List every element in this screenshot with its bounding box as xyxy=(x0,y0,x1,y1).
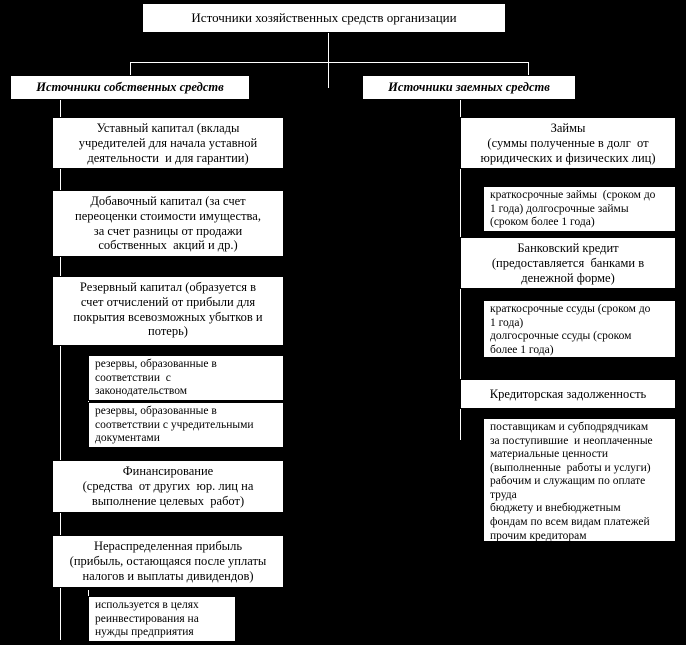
node-line: счет отчислений от прибыли для xyxy=(80,294,256,309)
node-line: (предоставляется банками в xyxy=(491,255,645,270)
node-line: используется в целях xyxy=(95,599,199,611)
diagram-title-label: Источники хозяйственных средств организации xyxy=(191,10,457,26)
branch-header-borrowed-label: Источники заемных средств xyxy=(388,80,550,95)
node-bankovskiy-kredit xyxy=(460,237,676,289)
node-zaimy xyxy=(460,117,676,169)
node-reinvestirovanie xyxy=(88,596,236,642)
node-line: (сроком более 1 года) xyxy=(490,216,595,229)
node-line: юридических и физических лиц) xyxy=(480,150,656,165)
node-line: выполнение целевых работ) xyxy=(91,493,245,508)
node-line: документами xyxy=(95,432,160,445)
node-line: прочим кредиторам xyxy=(490,529,587,542)
node-line: долгосрочные ссуды (сроком xyxy=(490,330,632,343)
node-line: более 1 года) xyxy=(490,343,554,356)
node-line: 1 года) долгосрочные займы xyxy=(490,202,629,215)
node-line: реинвестирования на xyxy=(95,612,199,625)
node-line: денежной форме) xyxy=(521,270,615,285)
node-line: переоценки стоимости имущества, xyxy=(75,208,261,223)
node-rezervnyi-kapital xyxy=(52,276,284,346)
node-zaimy-sroki xyxy=(483,186,676,232)
node-line: Банковский кредит xyxy=(517,241,619,255)
node-line: Добавочный капитал (за счет xyxy=(90,194,246,208)
node-line: краткосрочные займы (сроком до xyxy=(490,189,656,201)
node-line: труда xyxy=(490,488,517,501)
node-line: резервы, образованные в xyxy=(95,358,217,370)
node-line: налогов и выплаты дивидендов) xyxy=(82,568,254,583)
diagram-title xyxy=(142,3,506,33)
node-ssudy xyxy=(483,300,676,358)
node-line: деятельности и для гарантии) xyxy=(87,150,249,165)
node-line: краткосрочные ссуды (сроком до xyxy=(490,303,651,315)
node-line: нужды предприятия xyxy=(95,626,194,639)
node-line: резервы, образованные в xyxy=(95,405,217,417)
node-line: Резервный капитал (образуется в xyxy=(79,280,257,294)
node-kreditorskaya-zadolzhennost xyxy=(460,379,676,409)
node-line: соответствии с учредительными xyxy=(95,418,254,431)
node-line: за счет разницы от продажи xyxy=(93,223,243,238)
node-neraspredelennaya-pribyl xyxy=(52,535,284,588)
node-line: соответствии с xyxy=(95,371,171,384)
connector-title-down xyxy=(328,33,329,88)
node-kreditory-list xyxy=(483,418,676,542)
node-dobavochnyi-kapital xyxy=(52,190,284,257)
node-line: покрытия всевозможных убытков и xyxy=(73,309,263,324)
node-rezervy-uchreditelnye xyxy=(88,402,284,448)
node-line: 1 года) xyxy=(490,316,524,329)
node-line: Займы xyxy=(550,121,586,135)
node-line: (средства от других юр. лиц на xyxy=(82,478,254,493)
node-line: за поступившие и неоплаченные xyxy=(490,434,653,447)
node-line: (суммы полученные в долг от xyxy=(487,135,649,150)
branch-header-own-label: Источники собственных средств xyxy=(36,80,224,95)
node-rezervy-zakonodatelstvo xyxy=(88,355,284,401)
node-line: (прибыль, остающаяся после уплаты xyxy=(69,553,267,568)
node-line: (выполненные работы и услуги) xyxy=(490,461,651,474)
node-line: Уставный капитал (вклады xyxy=(96,121,240,135)
node-line: потерь) xyxy=(148,324,188,339)
node-finansirovanie xyxy=(52,460,284,513)
node-line: поставщикам и субподрядчикам xyxy=(490,421,649,433)
node-line: учредителей для начала уставной xyxy=(78,135,258,150)
node-line: Нераспределенная прибыль xyxy=(93,539,243,553)
connector-title-horizontal xyxy=(130,62,528,63)
node-line: Кредиторская задолженность xyxy=(489,386,647,401)
node-line: Финансирование xyxy=(122,464,214,478)
branch-header-own xyxy=(10,75,250,100)
node-ustavnyi-kapital xyxy=(52,117,284,169)
node-line: материальные ценности xyxy=(490,448,608,461)
branch-header-borrowed xyxy=(362,75,576,100)
node-line: бюджету и внебюджетным xyxy=(490,502,621,515)
node-line: фондам по всем видам платежей xyxy=(490,515,650,528)
node-line: законодательством xyxy=(95,385,188,398)
node-line: собственных акций и др.) xyxy=(98,238,238,253)
node-line: рабочим и служащим по оплате xyxy=(490,475,646,488)
